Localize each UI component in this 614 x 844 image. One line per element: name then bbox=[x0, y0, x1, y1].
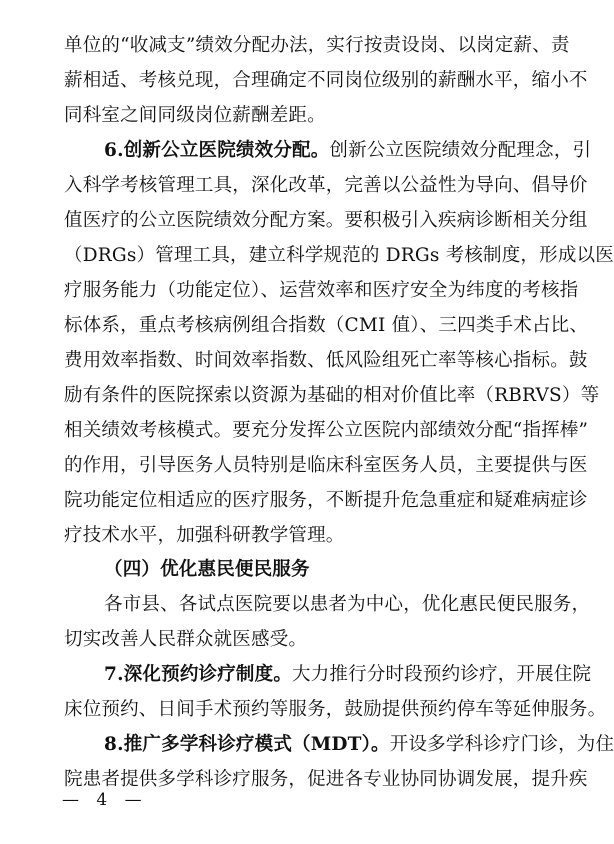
text-line: （DRGs）管理工具，建立科学规范的 DRGs 考核制度，形成以医 bbox=[64, 245, 614, 266]
text-line bbox=[104, 138, 592, 164]
text-line: 入科学考核管理工具，深化改革，完善以公益性为导向、倡导价 bbox=[64, 175, 588, 196]
text-line: 相关绩效考核模式。要充分发挥公立医院内部绩效分配“指挥棒” bbox=[64, 420, 589, 441]
text-line: 单位的“收减支”绩效分配办法，实行按责设岗、以岗定薪、责 bbox=[64, 35, 570, 56]
text-line: 值医疗的公立医院绩效分配方案。要积极引入疾病诊断相关分组 bbox=[64, 210, 588, 231]
text-line: 励有条件的医院探索以资源为基础的相对价值比率（RBRVS）等 bbox=[64, 385, 600, 406]
text-line: 薪相适、考核兑现，合理确定不同岗位级别的薪酬水平，缩小不 bbox=[64, 70, 588, 91]
text-line: 院功能定位相适应的医疗服务，不断提升危急重症和疑难病症诊 bbox=[64, 490, 588, 511]
text-line: 标体系，重点考核病例组合指数（CMI 值）、三四类手术占比、 bbox=[64, 315, 589, 336]
text-line: 切实改善人民群众就医感受。 bbox=[64, 629, 308, 650]
item-text: 大力推行分时段预约诊疗，开展住院 bbox=[292, 664, 592, 685]
section-heading: （四）优化惠民便民服务 bbox=[104, 559, 310, 580]
text-line bbox=[104, 662, 592, 688]
item-text: 创新公立医院绩效分配理念，引 bbox=[329, 140, 592, 161]
text-line bbox=[104, 732, 614, 758]
item-heading: 7.深化预约诊疗制度。 bbox=[104, 664, 293, 685]
item-text: 开设多学科诊疗门诊，为住 bbox=[389, 734, 614, 755]
text-line: 院患者提供多学科诊疗服务，促进各专业协同协调发展，提升疾 bbox=[64, 769, 588, 790]
text-line: 的作用，引导医务人员特别是临床科室医务人员，主要提供与医 bbox=[64, 455, 588, 476]
page-number: — 4 — bbox=[62, 790, 148, 810]
text-line: 同科室之间同级岗位薪酬差距。 bbox=[64, 105, 326, 126]
text-line: 费用效率指数、时间效率指数、低风险组死亡率等核心指标。鼓 bbox=[64, 350, 588, 371]
text-line: 床位预约、日间手术预约等服务，鼓励提供预约停车等延伸服务。 bbox=[64, 699, 607, 720]
text-line: 疗服务能力（功能定位）、运营效率和医疗安全为纬度的考核指 bbox=[64, 280, 579, 301]
item-heading: 8.推广多学科诊疗模式（MDT）。 bbox=[104, 734, 390, 755]
text-line: 疗技术水平，加强科研教学管理。 bbox=[64, 525, 345, 546]
item-heading: 6.创新公立医院绩效分配。 bbox=[104, 140, 330, 161]
text-line: 各市县、各试点医院要以患者为中心，优化惠民便民服务， bbox=[104, 594, 591, 615]
